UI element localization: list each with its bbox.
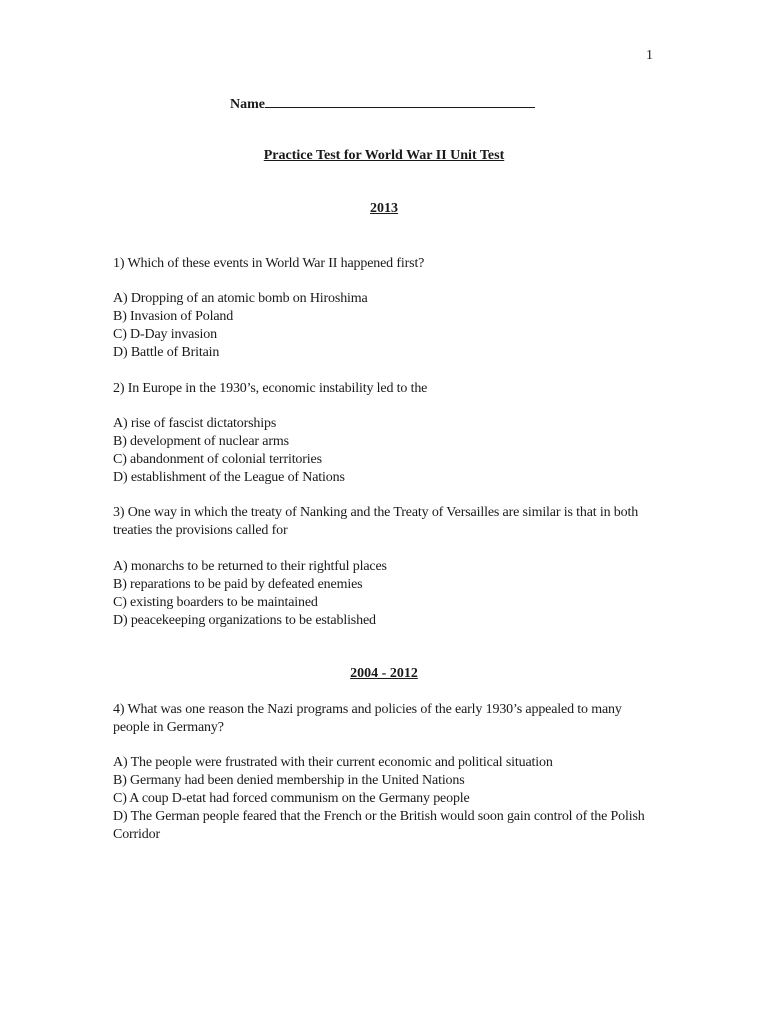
option: B) reparations to be paid by defeated enemies <box>113 577 363 592</box>
name-blank-line <box>265 94 535 108</box>
option: D) The German people feared that the French or the British would soon gain control of the Polish Corridor <box>113 809 645 842</box>
question-3-stem: 3) One way in which the treaty of Nanking and the Treaty of Versailles are similar is that in both treaties the provisions called for <box>113 505 639 538</box>
question-1-stem: 1) Which of these events in World War II happened first? <box>113 256 425 271</box>
question-4-stem: 4) What was one reason the Nazi programs and policies of the early 1930’s appealed to many people in Germany? <box>113 702 622 735</box>
option: C) abandonment of colonial territories <box>113 452 322 467</box>
option: A) Dropping of an atomic bomb on Hiroshima <box>113 291 368 306</box>
option: D) peacekeeping organizations to be established <box>113 613 376 628</box>
question-2-options <box>113 415 658 487</box>
page-number: 1 <box>646 48 653 63</box>
name-label: Name <box>230 97 265 112</box>
option: A) The people were frustrated with their current economic and political situation <box>113 755 553 770</box>
name-field <box>230 94 535 113</box>
option: D) establishment of the League of Nations <box>113 470 345 485</box>
option: B) development of nuclear arms <box>113 434 289 449</box>
option: C) existing boarders to be maintained <box>113 595 318 610</box>
option: A) rise of fascist dictatorships <box>113 416 277 431</box>
option: B) Invasion of Poland <box>113 309 234 324</box>
question-1-options <box>113 290 658 362</box>
document-title: Practice Test for World War II Unit Test <box>263 148 505 163</box>
question-3-options <box>113 558 658 630</box>
question-4-options <box>113 754 658 844</box>
section-heading-2013: 2013 <box>370 201 398 216</box>
option: C) A coup D-etat had forced communism on the Germany people <box>113 791 470 806</box>
option: A) monarchs to be returned to their rightful places <box>113 559 387 574</box>
question-2-stem: 2) In Europe in the 1930’s, economic instability led to the <box>113 381 428 396</box>
section-heading-2004-2012: 2004 - 2012 <box>350 666 418 681</box>
option: C) D-Day invasion <box>113 327 217 342</box>
option: D) Battle of Britain <box>113 345 220 360</box>
option: B) Germany had been denied membership in the United Nations <box>113 773 465 788</box>
